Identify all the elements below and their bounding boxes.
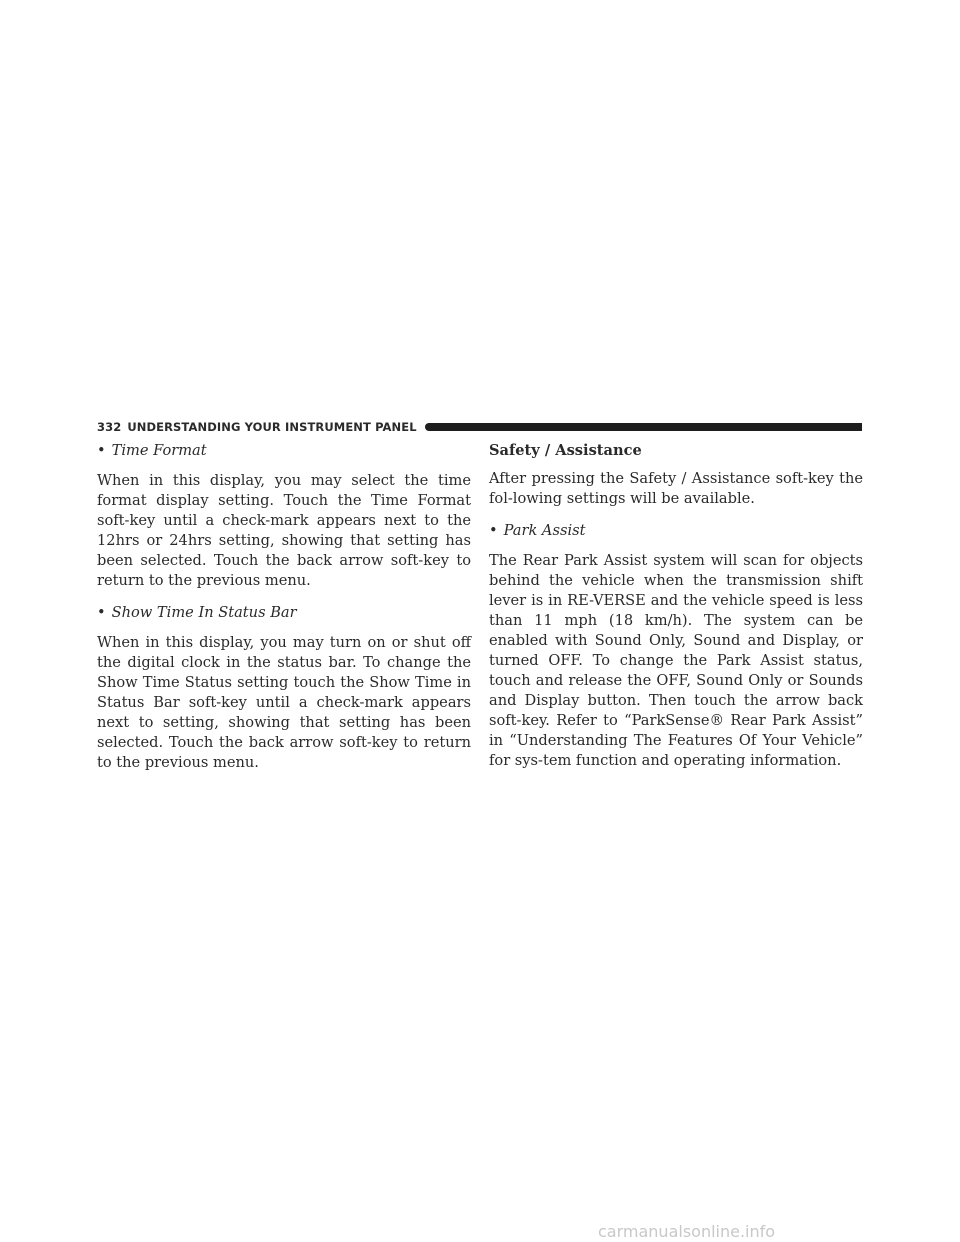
- show-time-paragraph: When in this display, you may turn on or shut off the digital clock in the status bar. To change the Show Time Status setting touch the Show Time in Status Bar soft-key until a check-mark appears next to setting, showing that setting has been selected. Touch the back arrow soft-key to return to the previous menu.: [97, 634, 471, 771]
- page-header: [97, 419, 862, 435]
- time-format-paragraph: When in this display, you may select the time format display setting. Touch the Time Format soft-key until a check-mark appears next to the 12hrs or 24hrs setting, showing that setting has been selected. Touch the back arrow soft-key to return to the previous menu.: [97, 472, 471, 589]
- bullet-park-assist: [489, 521, 863, 541]
- safety-intro-paragraph: After pressing the Safety / Assistance soft-key the fol-lowing settings will be available.: [489, 470, 863, 507]
- bullet-title: Show Time In Status Bar: [111, 604, 297, 621]
- bullet-show-time: [97, 603, 471, 623]
- bullet-time-format: [97, 441, 471, 461]
- right-column: [489, 441, 863, 783]
- bullet-dot: •: [489, 522, 498, 539]
- bullet-dot: •: [97, 604, 106, 621]
- bullet-dot: •: [97, 442, 106, 459]
- section-title: UNDERSTANDING YOUR INSTRUMENT PANEL: [127, 420, 417, 434]
- header-rule: [425, 423, 862, 431]
- bullet-title: Time Format: [111, 442, 207, 459]
- safety-assistance-heading: Safety / Assistance: [489, 442, 642, 459]
- bullet-title: Park Assist: [503, 522, 586, 539]
- park-assist-paragraph: The Rear Park Assist system will scan for objects behind the vehicle when the transmission shift lever is in RE-VERSE and the vehicle speed is less than 11 mph (18 km/h). The system can be enabled with Sound Only, Sound and Display, or turned OFF. To change the Park Assist status, touch and release the OFF, Sound Only or Sounds and Display button. Then touch the arrow back soft-key. Refer to “ParkSense® Rear Park Assist” in “Understanding The Features Of Your Vehicle” for sys-tem function and operating information.: [489, 552, 863, 769]
- page-number: 332: [97, 420, 122, 434]
- watermark: carmanualsonline.info: [598, 1222, 776, 1241]
- left-column: [97, 441, 471, 785]
